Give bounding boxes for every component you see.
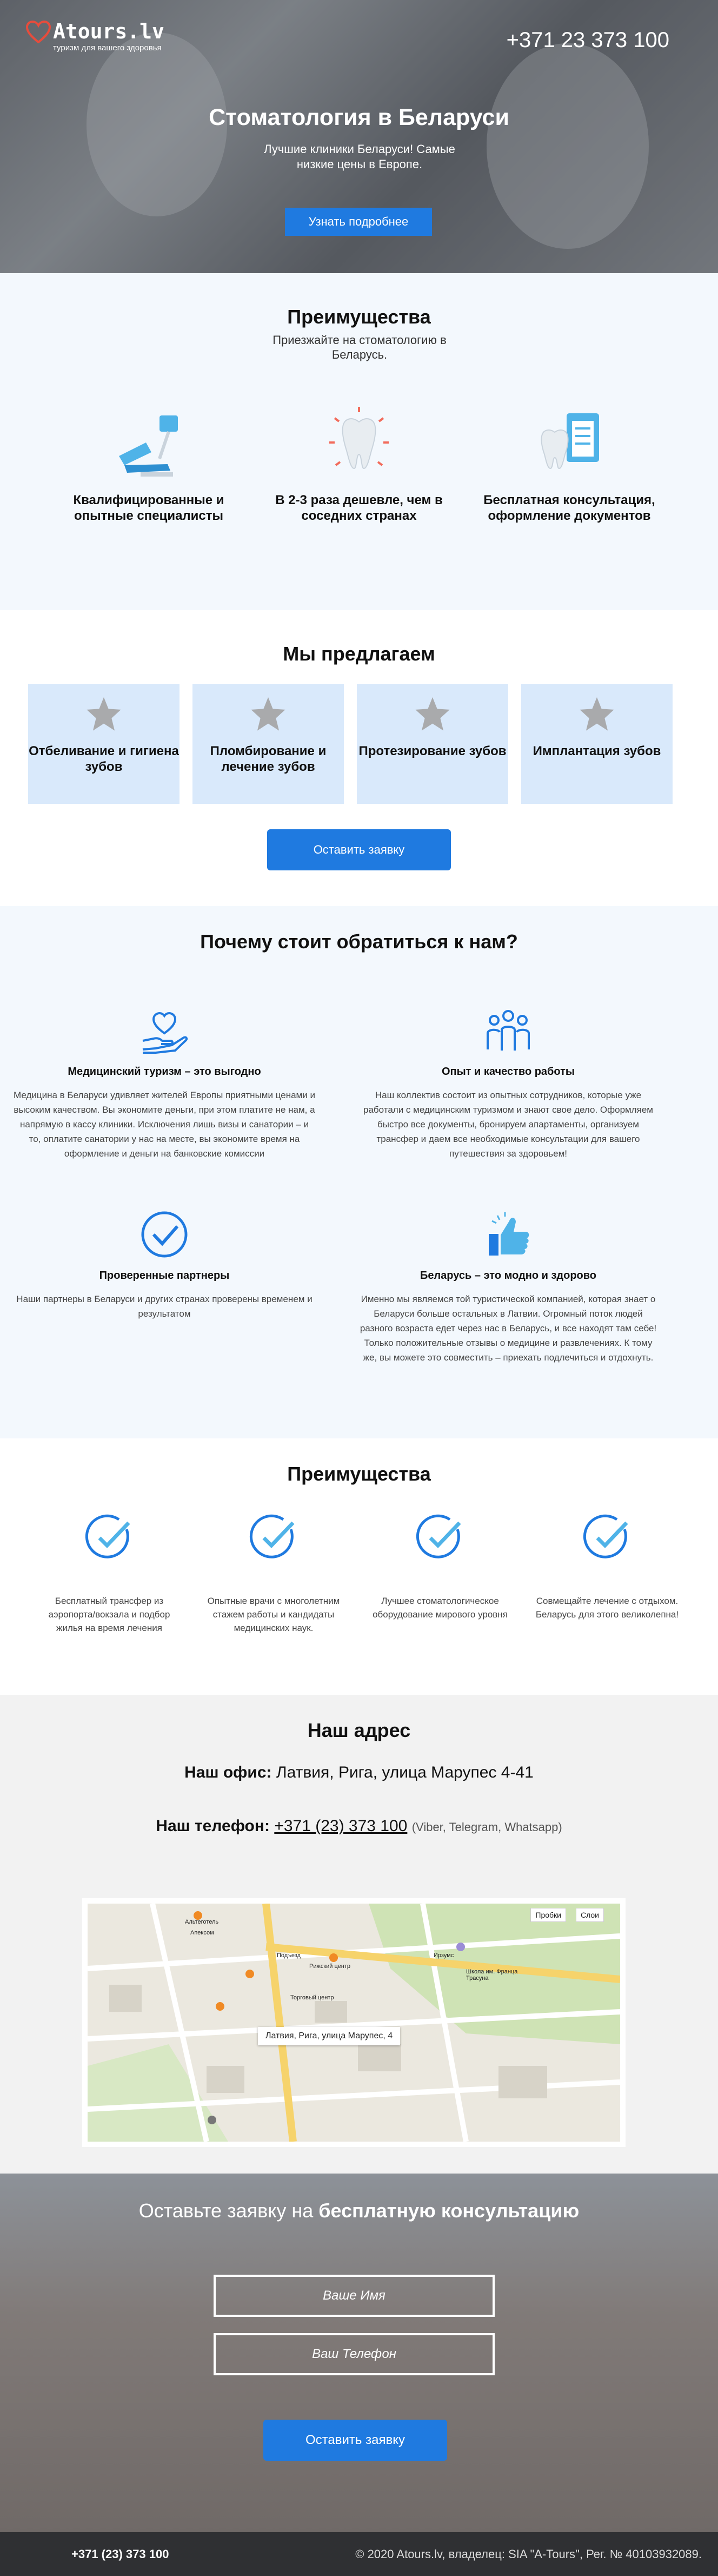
- map-label: Рижский центр: [309, 1963, 351, 1970]
- service-card[interactable]: [192, 684, 344, 804]
- form-title: [0, 2199, 718, 2222]
- form-submit-button[interactable]: Оставить заявку: [263, 2420, 447, 2461]
- thumbs-up-icon: [481, 1210, 535, 1259]
- service-card-label: Протезирование зубов: [358, 744, 507, 758]
- check-circle-icon: [137, 1210, 191, 1259]
- map-label: Ирзумс: [434, 1952, 454, 1959]
- address-phone-link[interactable]: +371 (23) 373 100: [274, 1817, 408, 1835]
- hero-title: Стоматология в Беларуси: [209, 104, 509, 130]
- advantage-2-item: [201, 1513, 347, 1635]
- why-item: [357, 1006, 660, 1161]
- office-label: Наш офис:: [184, 1763, 272, 1781]
- why-us-section: [0, 906, 718, 1438]
- advantage-label: Бесплатная консультация, оформление документов: [483, 493, 655, 523]
- why-item: [13, 1006, 316, 1161]
- advantage-2-item: [36, 1513, 182, 1635]
- service-card-label: Имплантация зубов: [533, 744, 661, 758]
- advantages-section: [0, 273, 718, 610]
- advantage-item: [477, 405, 661, 524]
- why-item-title: Медицинский туризм – это выгодно: [68, 1066, 261, 1078]
- footer-phone-link[interactable]: +371 (23) 373 100: [71, 2547, 169, 2561]
- advantage-label: В 2-3 раза дешевле, чем в соседних странах: [275, 493, 443, 523]
- hero-section: [0, 0, 718, 273]
- phone-label: Наш телефон:: [156, 1817, 270, 1835]
- advantage-label: Квалифицированные и опытные специалисты: [73, 493, 224, 523]
- phone-note: (Viber, Telegram, Whatsapp): [411, 1820, 562, 1834]
- why-item-text: Медицина в Беларуси удивляет жителей Европы приятными ценами и высоким качеством. Вы экономите деньги, при этом платите не нам, а напрямую в кассу клиники. Исключения лишь визы и санатории – и то, оплатите санатории у нас на месте, вы экономите время на оформление и деньги на банковские комиссии: [14, 1090, 315, 1159]
- map-label: Альтеготель: [185, 1919, 219, 1925]
- map-label: Подъезд: [277, 1952, 301, 1959]
- dental-chair-icon: [108, 405, 189, 480]
- map-tooltip: Латвия, Рига, улица Марупес, 4: [258, 2027, 400, 2045]
- star-icon: [578, 696, 616, 731]
- advantage-2-item: [367, 1513, 513, 1621]
- logo[interactable]: [26, 21, 164, 52]
- name-input[interactable]: [214, 2275, 495, 2317]
- team-icon: [481, 1006, 535, 1055]
- star-icon: [85, 696, 123, 731]
- advantage-2-text: Бесплатный трансфер из аэропорта/вокзала и подбор жилья на время лечения: [48, 1596, 170, 1633]
- why-item: [357, 1210, 660, 1365]
- advantage-2-text: Лучшее стоматологическое оборудование мирового уровня: [373, 1596, 508, 1620]
- why-item-title: Проверенные партнеры: [99, 1270, 230, 1282]
- offer-section: [0, 610, 718, 906]
- logo-subtitle: туризм для вашего здоровья: [53, 43, 162, 52]
- why-item-text: Наши партнеры в Беларуси и других странах проверены временем и результатом: [16, 1294, 313, 1319]
- star-icon: [414, 696, 451, 731]
- check-circle-icon: [415, 1513, 465, 1563]
- service-card[interactable]: [521, 684, 673, 804]
- consultation-form-section: [0, 2174, 718, 2532]
- office-line: [0, 1763, 718, 1782]
- why-item-text: Наш коллектив состоит из опытных сотрудников, которые уже работали с медицинским туризмом и знают свое дело. Оформляем быстро все документы, бронируем апартаменты, организуем трансфер и даем все необходимые консультации для вашего путешествия за здоровьем!: [363, 1090, 653, 1159]
- heart-logo-icon: [26, 21, 51, 43]
- hero-subtitle: Лучшие клиники Беларуси! Самые низкие цены в Европе.: [264, 142, 455, 171]
- advantages-subtitle: Приезжайте на стоматологию в Беларусь.: [272, 333, 447, 361]
- tooth-clipboard-icon: [529, 405, 610, 480]
- why-item-title: Беларусь – это модно и здорово: [420, 1270, 597, 1282]
- submit-request-button[interactable]: Оставить заявку: [267, 829, 451, 870]
- why-item-text: Именно мы являемся той туристической компанией, которая знает о Беларуси больше остальных в Латвии. Огромный поток людей разного возраста едет через нас в Беларусь, и все находят там себе! Только положительные отзывы о медицине и развлечениях. К тому же, вы можете это совместить – приехать подлечиться и отдохнуть.: [360, 1294, 657, 1363]
- service-card-label: Отбеливание и гигиена зубов: [29, 744, 179, 774]
- shining-tooth-icon: [318, 405, 400, 480]
- map-roads: [88, 1904, 620, 2142]
- advantages-title: Преимущества: [287, 306, 431, 328]
- star-icon: [249, 696, 287, 731]
- form-title-highlight: бесплатную консультацию: [318, 2199, 580, 2222]
- phone-line: [0, 1817, 718, 1835]
- advantage-2-text: Совмещайте лечение с отдыхом. Беларусь для этого великолепна!: [535, 1596, 679, 1620]
- check-circle-icon: [84, 1513, 134, 1563]
- service-card[interactable]: [28, 684, 179, 804]
- map[interactable]: [88, 1904, 620, 2142]
- map-label: Торговый центр: [290, 1994, 334, 2001]
- address-section: [0, 1695, 718, 2174]
- learn-more-button[interactable]: Узнать подробнее: [285, 208, 432, 236]
- advantage-item: [267, 405, 451, 524]
- address-title: Наш адрес: [307, 1719, 411, 1741]
- layers-toggle[interactable]: Слои: [576, 1908, 604, 1922]
- check-circle-icon: [582, 1513, 632, 1563]
- why-item-title: Опыт и качество работы: [441, 1066, 575, 1078]
- service-card-label: Пломбирование и лечение зубов: [210, 744, 327, 774]
- map-label: Апексом: [190, 1930, 214, 1936]
- check-circle-icon: [249, 1513, 298, 1563]
- service-card[interactable]: [357, 684, 508, 804]
- why-item: [13, 1210, 316, 1321]
- form-title-prefix: Оставьте заявку на: [138, 2199, 319, 2222]
- advantage-item: [57, 405, 241, 524]
- traffic-toggle[interactable]: Пробки: [530, 1908, 566, 1922]
- advantage-2-item: [534, 1513, 680, 1621]
- why-title: Почему стоит обратиться к нам?: [200, 930, 518, 953]
- advantages-2-section: [0, 1438, 718, 1695]
- footer-copyright: © 2020 Atours.lv, владелец: SIA "A-Tours", Рег. № 40103932089.: [355, 2547, 702, 2561]
- logo-title: Atours.lv: [53, 19, 164, 43]
- offer-title: Мы предлагаем: [283, 643, 435, 665]
- office-address: Латвия, Рига, улица Марупес 4-41: [276, 1763, 534, 1781]
- heart-hand-icon: [137, 1006, 191, 1055]
- phone-input[interactable]: [214, 2333, 495, 2375]
- map-frame: [82, 1898, 626, 2147]
- footer: [0, 2532, 718, 2576]
- advantage-2-text: Опытные врачи с многолетним стажем работы и кандидаты медицинских наук.: [207, 1596, 340, 1633]
- header-phone-link[interactable]: +371 23 373 100: [506, 28, 669, 52]
- advantages-2-title: Преимущества: [287, 1463, 431, 1485]
- map-label: Школа им. Франца Трасуна: [466, 1969, 518, 1981]
